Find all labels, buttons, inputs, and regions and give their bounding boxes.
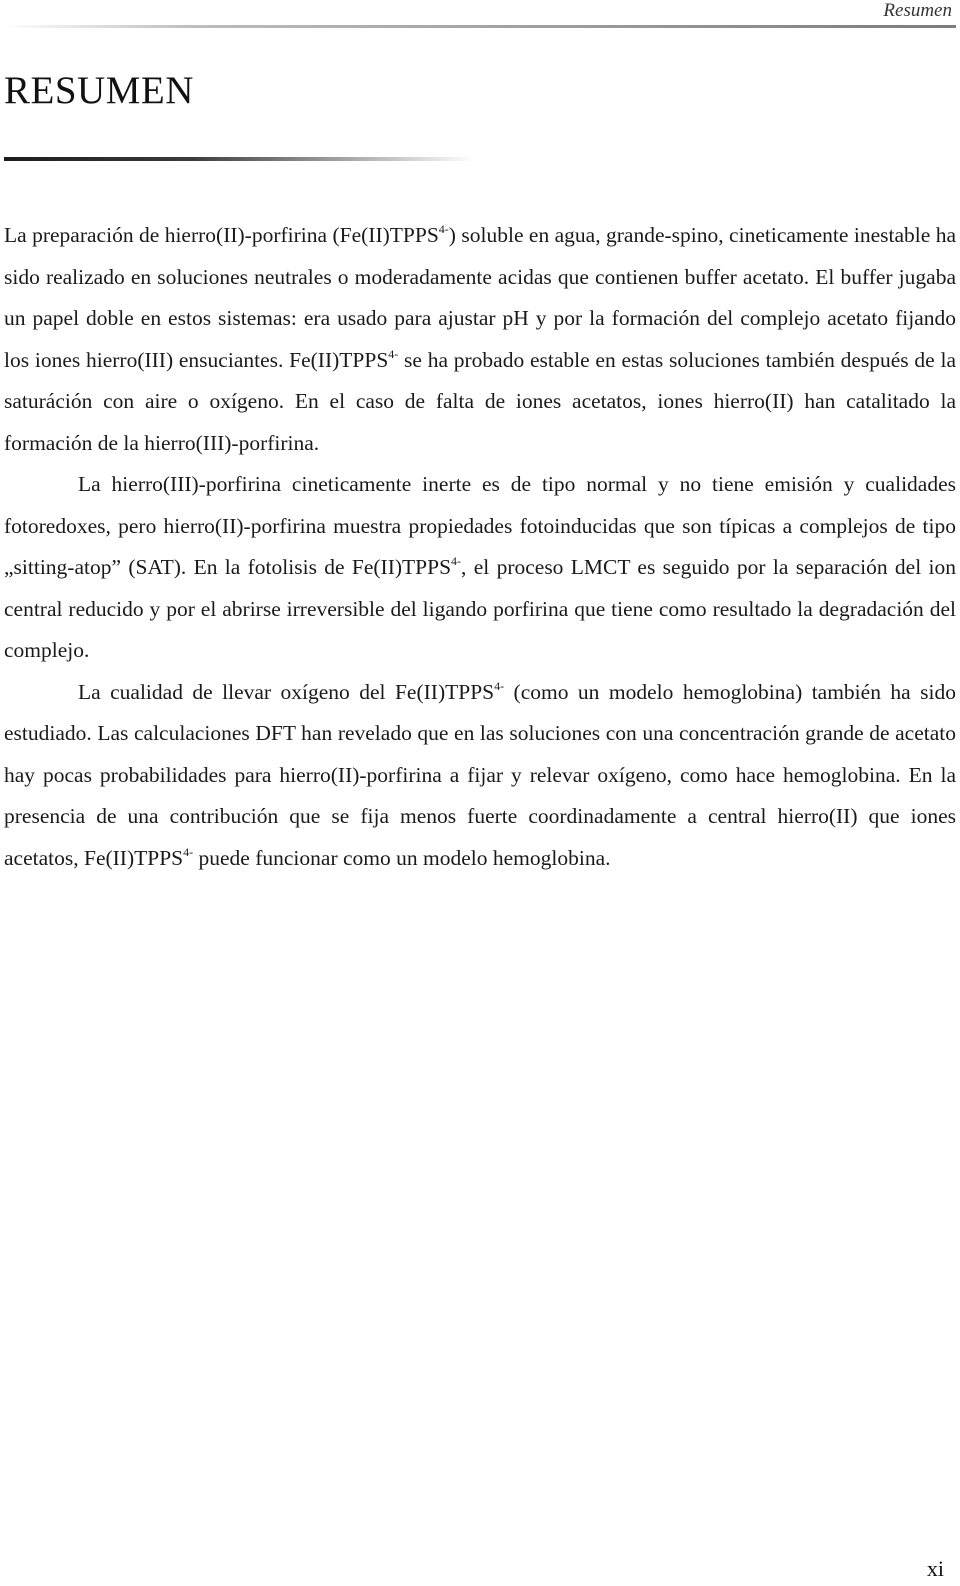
paragraph-text: , el proceso LMCT es seguido por la separación del ion central reducido y por el abrirse irreversible del ligando porfirina que tiene como resultado la degradación del complejo. (4, 555, 957, 662)
paragraph-text: se ha probado estable en estas soluciones también después de la saturáción con aire o oxígeno. En el caso de falta de iones acetatos, iones hierro(II) han catalitado la formación de la hierro(III)-porfirina. (4, 347, 956, 455)
body-text (4, 215, 956, 879)
superscript-charge: 4- (451, 554, 462, 568)
superscript-charge: 4- (438, 222, 449, 236)
page-number: xi (926, 1556, 944, 1581)
paragraph-text: (como un modelo hemoglobina) también ha sido estudiado. Las calculaciones DFT han revelado que en las soluciones con una concentración grande de acetato hay pocas probabilidades para hierro(II)-porfirina a fijar y relevar oxígeno, como hace hemoglobina. En la presencia de una contribución que se fija menos fuerte coordinadamente a central hierro(II) que iones acetatos, Fe(II)TPPS (4, 679, 956, 870)
superscript-charge: 4- (183, 844, 194, 859)
paragraph-2 (4, 464, 956, 672)
page-title: RESUMEN (4, 69, 194, 112)
paragraph-1 (4, 215, 956, 464)
paragraph-text: puede funcionar como un modelo hemoglobina. (193, 845, 611, 870)
paragraph-3 (4, 672, 956, 880)
running-header: Resumen (883, 0, 952, 21)
paragraph-text: ) soluble en agua, grande-spino, cineticamente inestable ha sido realizado en soluciones neutrales o moderadamente acidas que contienen buffer acetato. El buffer jugaba un papel doble en estos sistemas: era usado para ajustar pH y por la formación del complejo acetato fijando los iones hierro(III) ensuciantes. Fe(II)TPPS (4, 223, 956, 372)
title-rule (4, 157, 474, 161)
paragraph-text: La hierro(III)-porfirina cineticamente inerte es de tipo normal y no tiene emisión y cualidades fotoredoxes, pero hierro(II)-porfirina muestra propiedades fotoinducidas que son típicas a complejos de tipo „sitting-atop” (SAT). En la fotolisis de Fe(II)TPPS (4, 472, 956, 579)
paragraph-text: La preparación de hierro(II)-porfirina (Fe(II)TPPS (4, 223, 439, 247)
superscript-charge: 4- (494, 678, 505, 693)
superscript-charge: 4- (388, 346, 399, 361)
header-rule (2, 25, 956, 28)
paragraph-text: La cualidad de llevar oxígeno del Fe(II)TPPS (78, 679, 495, 704)
